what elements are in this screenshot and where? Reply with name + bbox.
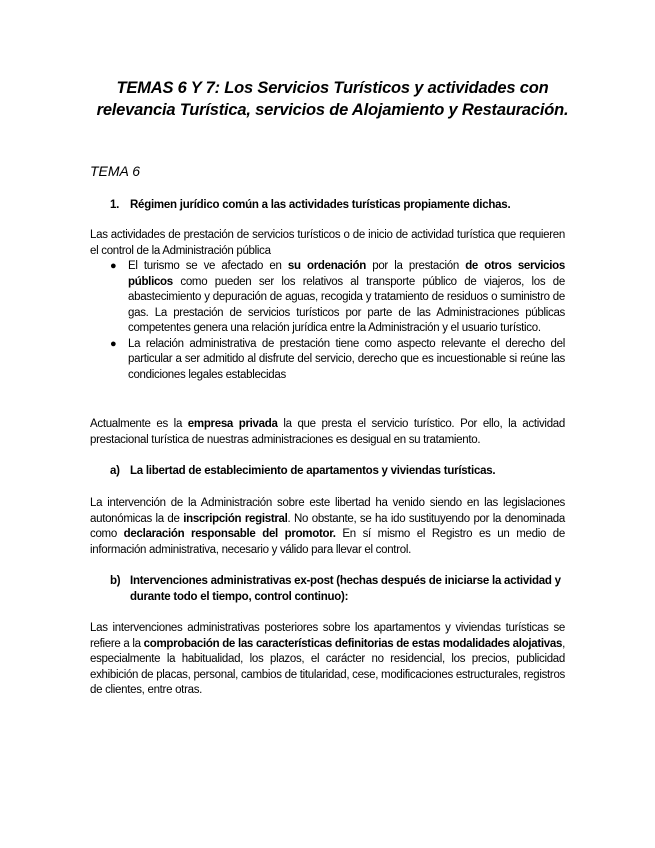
intro-paragraph: Las actividades de prestación de servicios turísticos o de inicio de actividad turística que requieren el control de la Administración pública bbox=[90, 229, 565, 257]
tema-label: TEMA 6 bbox=[90, 163, 141, 179]
document-title: TEMAS 6 Y 7: Los Servicios Turísticos y actividades con relevancia Turística, servicios de Alojamiento y Restauración. bbox=[96, 79, 569, 119]
subheading-a bbox=[110, 464, 565, 480]
subheading-letter: b) bbox=[110, 575, 121, 587]
bullet-list bbox=[90, 259, 565, 383]
paragraph-intervencion: La intervención de la Administración sobre este libertad ha venido siendo en las legislaciones autonómicas la de inscripción registral. No obstante, se ha ido sustituyendo por la denominada como declaración responsable del promotor. En sí mismo el Registro es un medio de información administrativa, necesario y válido para llevar el control. bbox=[90, 497, 565, 556]
subheading-text: Intervenciones administrativas ex-post (hechas después de iniciarse la actividad y durante todo el tiempo, control continuo): bbox=[130, 575, 561, 603]
subheading-letter: a) bbox=[110, 465, 120, 477]
section-number: 1. bbox=[110, 199, 120, 211]
subheading-b bbox=[110, 574, 565, 605]
paragraph-empresa-privada: Actualmente es la empresa privada la que presta el servicio turístico. Por ello, la actividad prestacional turística de nuestras administraciones es desigual en su tratamiento. bbox=[90, 418, 565, 446]
subheading-text: La libertad de establecimiento de apartamentos y viviendas turísticas. bbox=[130, 465, 496, 477]
bullet-item: ● La relación administrativa de prestación tiene como aspecto relevante el derecho del particular a ser admitido al disfrute del servicio, derecho que es incuestionable si reúne las condiciones legales establecidas bbox=[110, 337, 565, 381]
bullet-item: ● El turismo se ve afectado en su ordenación por la prestación de otros servicios públicos como pueden ser los relativos al transporte público de viajeros, los de abastecimiento y depuración de aguas, recogida y tratamiento de residuos o suministro de gas. La prestación de servicios turísticos por parte de las Administraciones públicas competentes genera una relación jurídica entre la Administración y el usuario turístico. bbox=[110, 260, 565, 334]
bullet-icon: ● bbox=[110, 337, 117, 350]
section-heading-text: Régimen jurídico común a las actividades turísticas propiamente dichas. bbox=[130, 199, 511, 211]
paragraph-intervenciones-posteriores: Las intervenciones administrativas posteriores sobre los apartamentos y viviendas turísticas se refiere a la comprobación de las características definitorias de estas modalidades alojativas, especialmente la habitualidad, los plazos, el carácter no residencial, los precios, publicidad exhibición de placas, personal, cambios de titularidad, cese, modificaciones estructurales, registros de clientes, entre otras. bbox=[90, 622, 565, 696]
section-heading-1 bbox=[110, 197, 510, 213]
bullet-icon: ● bbox=[110, 260, 117, 272]
